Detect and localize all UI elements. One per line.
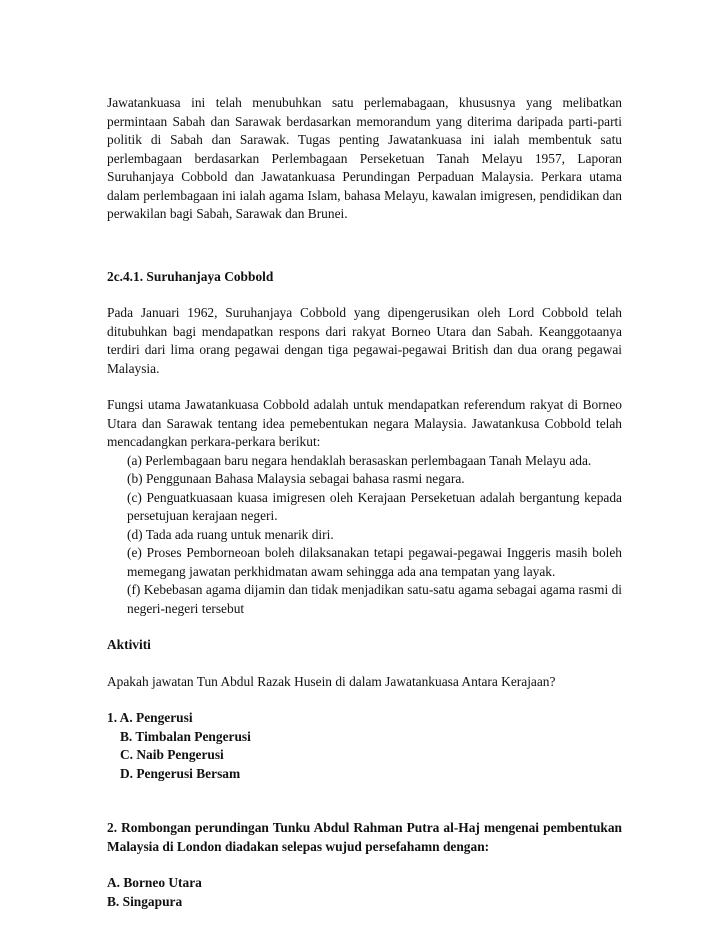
recommendation-item-a: (a) Perlembagaan baru negara hendaklah berasaskan perlembagaan Tanah Melayu ada.: [127, 452, 592, 468]
recommendation-item-d: (d) Tada ada ruang untuk menarik diri.: [127, 526, 334, 542]
question-2-text: 2. Rombongan perundingan Tunku Abdul Rahman Putra al-Haj mengenai pembentukan Malaysia di London diadakan selepas wujud persefahamn dengan:: [107, 820, 622, 854]
spacer: [107, 224, 622, 260]
recommendation-item-f: (f) Kebebasan agama dijamin dan tidak menjadikan satu-satu agama sebagai agama rasmi di negeri-negeri tersebut: [127, 582, 622, 616]
recommendation-item-b: (b) Penggunaan Bahasa Malaysia sebagai bahasa rasmi negara.: [127, 471, 465, 486]
question-2-options: [107, 874, 622, 911]
recommendation-item-e: (e) Proses Pemborneoan boleh dilaksanakan tetapi pegawai-pegawai Inggeris masih boleh memegang jawatan perkhidmatan awam sehingga ada ana tempatan yang layak.: [127, 545, 622, 579]
q1-option-c: C. Naib Pengerusi: [120, 747, 224, 762]
q2-option-b: B. Singapura: [107, 893, 183, 909]
q1-option-b: B. Timbalan Pengerusi: [120, 728, 251, 744]
activity-question: Apakah jawatan Tun Abdul Razak Husein di dalam Jawatankuasa Antara Kerajaan?: [107, 673, 556, 689]
activity-heading: Aktiviti: [107, 637, 151, 652]
paragraph-cobbold-function: Fungsi utama Jawatankuasa Cobbold adalah untuk mendapatkan referendum rakyat di Borneo Utara dan Sarawak tentang idea pemebentukan negara Malaysia. Jawatankusa Cobbold telah mencadangkan perkara-perkara berikut:: [107, 397, 622, 449]
document-page: [107, 94, 622, 911]
q2-option-a: A. Borneo Utara: [107, 875, 202, 890]
q1-option-d: D. Pengerusi Bersam: [120, 765, 241, 781]
section-heading: 2c.4.1. Suruhanjaya Cobbold: [107, 268, 274, 284]
recommendations-list: [107, 452, 622, 619]
q1-option-a: 1. A. Pengerusi: [107, 710, 193, 725]
recommendation-item-c: (c) Penguatkuasaan kuasa imigresen oleh Kerajaan Perseketuan adalah bergantung kepada persetujuan kerajaan negeri.: [127, 489, 622, 523]
paragraph-cobbold-formation: Pada Januari 1962, Suruhanjaya Cobbold yang dipengerusikan oleh Lord Cobbold telah ditubuhkan bagi mendapatkan respons dari rakyat Borneo Utara dan Sabah. Keanggotaanya terdiri dari lima orang pegawai dengan tiga pegawai-pegawai British dan dua orang pegawai Malaysia.: [107, 305, 622, 376]
intro-paragraph: Jawatankuasa ini telah menubuhkan satu perlemabagaan, khususnya yang melibatkan permintaan Sabah dan Sarawak berdasarkan memorandum yang diterima daripada parti-parti politik di Sabah dan Sarawak. Tugas penting Jawatankuasa ini ialah membentuk satu perlembagaan berdasarkan Perlembagaan Perseketuan Tanah Melayu 1957, Laporan Suruhanjaya Cobbold dan Jawatankuasa Perundingan Perpaduan Malaysia. Perkara utama dalam perlembagaan ini ialah agama Islam, bahasa Melayu, kawalan imigresen, pendidikan dan perwakilan bagi Sabah, Sarawak dan Brunei.: [107, 95, 622, 221]
question-1-options: [107, 709, 622, 783]
